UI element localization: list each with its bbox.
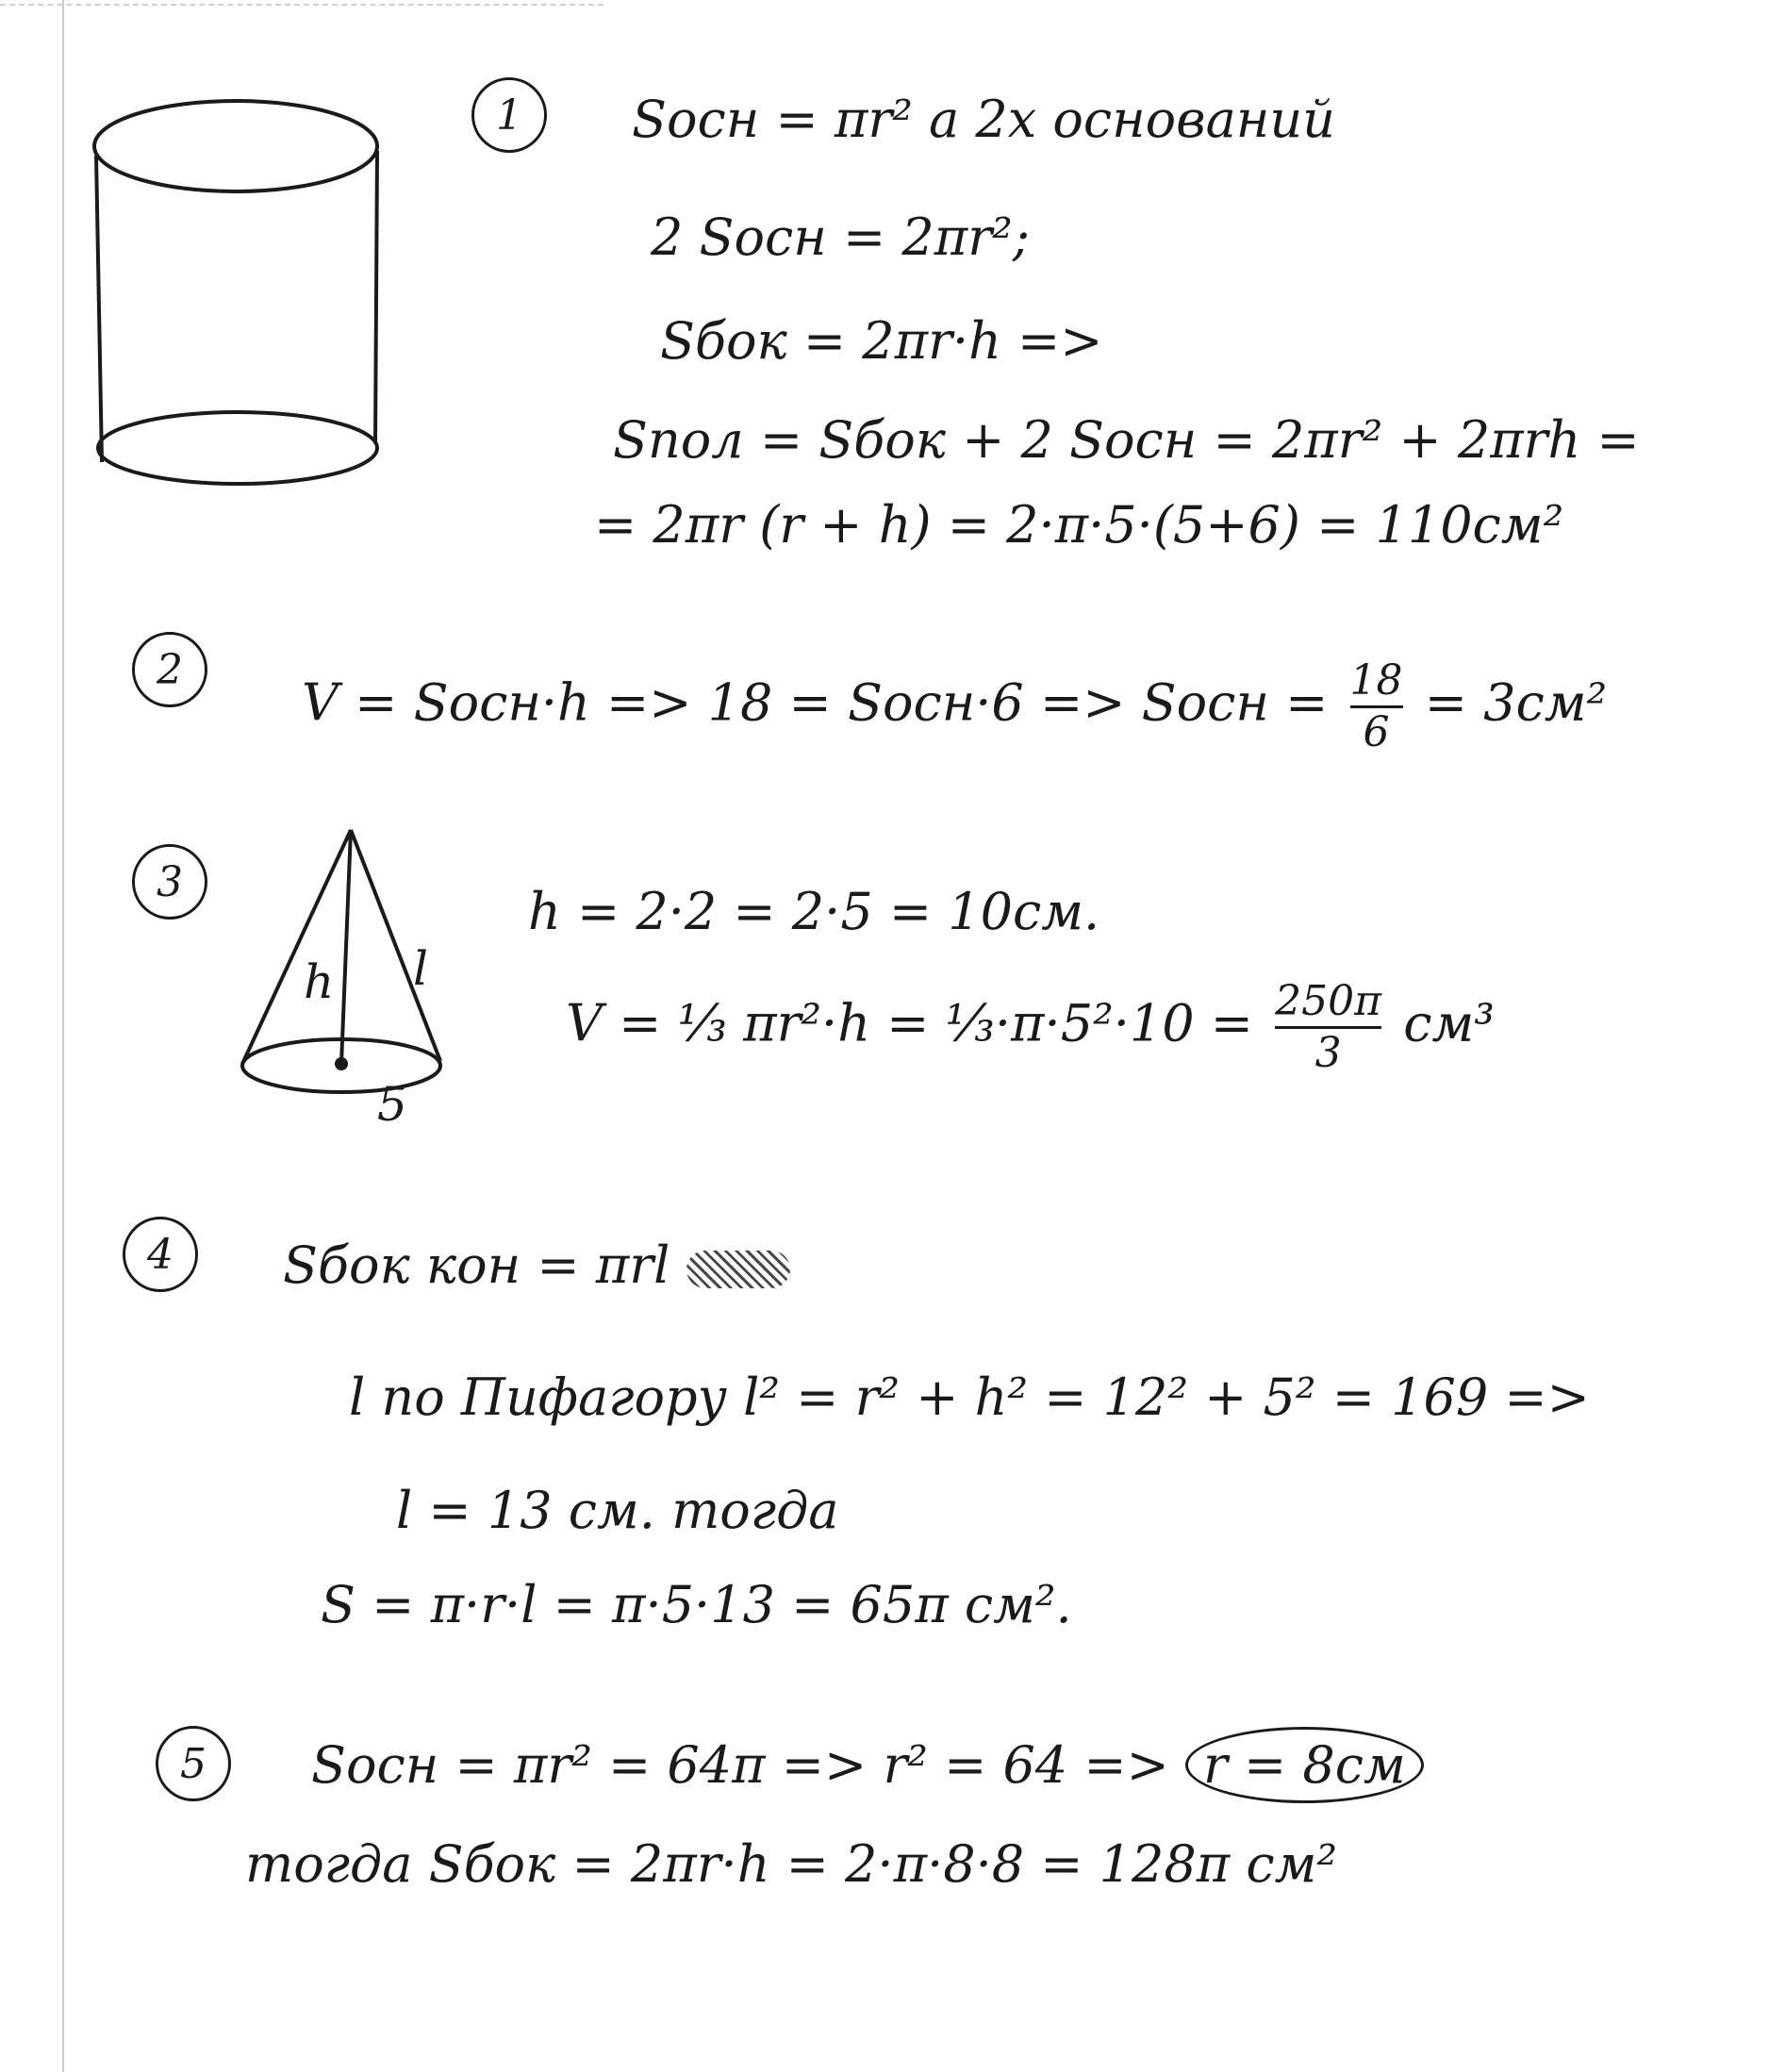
p4-line-4: S = π·r·l = π·5·13 = 65π см². — [321, 1575, 1072, 1634]
crossed-out-scribble — [686, 1251, 790, 1288]
p2-fraction-numerator: 18 — [1349, 656, 1403, 704]
p3-equation: V = ⅓ πr²·h = ⅓·π·5²·10 = — [566, 993, 1253, 1053]
p1-line-5: = 2πr (r + h) = 2·π·5·(5+6) = 110см² — [594, 495, 1564, 555]
problem-1-number: 1 — [471, 77, 547, 153]
p1-line-2: 2 Sосн = 2πr²; — [651, 207, 1030, 267]
p5-line-1 — [311, 1735, 1424, 1795]
p3-fraction — [1275, 977, 1382, 1077]
p2-fraction-denominator: 6 — [1363, 708, 1390, 756]
p4-formula: Sбок кон = πrl — [283, 1235, 670, 1295]
margin-line — [62, 0, 64, 2072]
p5-line-2: тогда Sбок = 2πr·h = 2·π·8·8 = 128π см² — [245, 1834, 1338, 1894]
p3-unit: см³ — [1403, 993, 1495, 1053]
problem-2-number: 2 — [132, 632, 207, 707]
cone-slant-label: l — [413, 941, 428, 996]
cylinder-figure — [75, 94, 415, 490]
top-dashed-rule — [0, 4, 603, 6]
p4-line-3: l = 13 см. тогда — [396, 1481, 839, 1540]
p3-line-2 — [566, 977, 1495, 1077]
problem-3-number: 3 — [132, 844, 207, 920]
p2-result: = 3см² — [1424, 672, 1608, 733]
p2-fraction — [1349, 656, 1403, 756]
problem-4-number: 4 — [123, 1217, 198, 1292]
cone-figure — [236, 821, 471, 1122]
p3-fraction-numerator: 250π — [1275, 977, 1382, 1025]
cone-radius-label: 5 — [377, 1077, 407, 1132]
p2-equation: V = Sосн·h => 18 = Sосн·6 => Sосн = — [302, 672, 1329, 733]
p1-line-4: Sпол = Sбок + 2 Sосн = 2πr² + 2πrh = — [613, 410, 1640, 470]
problem-5-number: 5 — [156, 1726, 231, 1801]
p3-line-1: h = 2·2 = 2·5 = 10см. — [528, 882, 1100, 941]
p4-line-1 — [283, 1235, 790, 1295]
p5-circled-answer: r = 8см — [1185, 1727, 1424, 1803]
p4-line-2: l по Пифагору l² = r² + h² = 12² + 5² = 169 => — [349, 1368, 1590, 1427]
p5-equation: Sосн = πr² = 64π => r² = 64 => — [311, 1735, 1169, 1795]
p1-line-1: Sосн = πr² а 2х оснований — [632, 90, 1335, 149]
cone-height-label: h — [304, 954, 335, 1009]
p2-line-1 — [302, 656, 1608, 756]
p3-fraction-denominator: 3 — [1314, 1029, 1342, 1077]
p1-line-3: Sбок = 2πr·h => — [660, 311, 1103, 371]
